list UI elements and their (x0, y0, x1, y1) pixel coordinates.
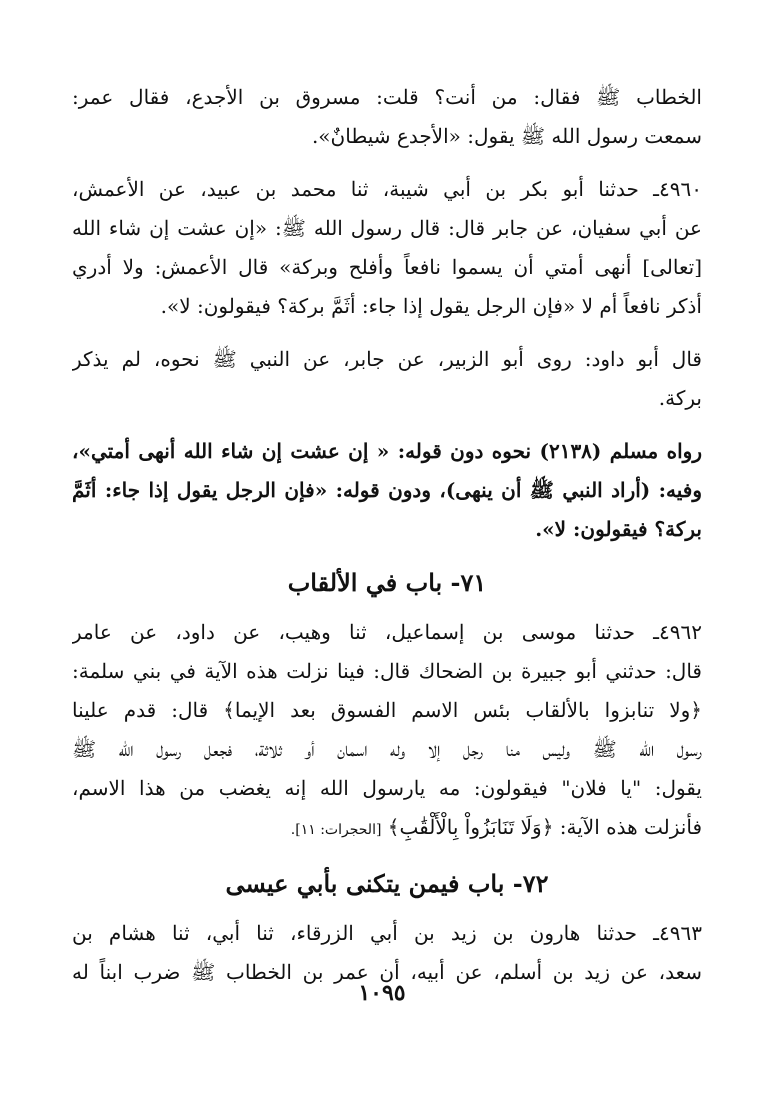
verse-text: فأنزلت هذه الآية: ﴿وَلَا تَنَابَزُواْ بِالْأَلْقَٰبِ﴾ (387, 815, 702, 839)
text-line: ٤٩٦٢ـ حدثنا موسى بن إسماعيل، ثنا وهيب، عن داود، عن عامر (72, 620, 702, 644)
text-line: وفيه: (أراد النبي ﷺ أن ينهى)، ودون قوله: «فإن الرجل يقول إذا جاء: أثَمَّ (72, 478, 702, 502)
text-line: ٤٩٦٠ـ حدثنا أبو بكر بن أبي شيبة، ثنا محمد بن عبيد، عن الأعمش، (72, 177, 702, 201)
text-line: عن أبي سفيان، عن جابر قال: قال رسول الله ﷺ: «إن عشت إن شاء الله (72, 216, 702, 240)
paragraph-intro (72, 78, 702, 156)
text-line: ٤٩٦٣ـ حدثنا هارون بن زيد بن أبي الزرقاء، ثنا أبي، ثنا هشام بن (72, 921, 702, 945)
text-line: بركة؟ فيقولون: لا». (535, 517, 702, 541)
text-line: [تعالى] أنهى أمتي أن يسموا نافعاً وأفلح وبركة» قال الأعمش: ولا أدري (72, 255, 702, 279)
hadith-4962 (72, 613, 702, 850)
text-line: سعد، عن زيد بن أسلم، عن أبيه، أن عمر بن الخطاب ﷺ ضرب ابناً له (72, 960, 702, 984)
text-line: ﴿ولا تنابزوا بالألقاب بئس الاسم الفسوق بعد الإيما﴾ قال: قدم علينا (72, 698, 702, 722)
quran-reference: [الحجرات: ١١]. (290, 822, 382, 838)
hadith-4960 (72, 170, 702, 326)
text-line: سمعت رسول الله ﷺ يقول: «الأجدع شيطانٌ». (311, 124, 702, 148)
text-line: بركة. (658, 386, 702, 410)
chapter-heading-72: ٧٢- باب فيمن يتكنى بأبي عيسى (225, 869, 549, 898)
text-line: يقول: "يا فلان" فيقولون: مه يارسول الله إنه يغضب من هذا الاسم، (72, 776, 702, 800)
text-line: قال: حدثني أبو جبيرة بن الضحاك قال: فينا نزلت هذه الآية في بني سلمة: (72, 659, 702, 683)
text-line: أذكر نافعاً أم لا «فإن الرجل يقول إذا جاء: أثَمَّ بركة؟ فيقولون: لا». (160, 294, 702, 318)
page-number: ١٠٩٥ (358, 980, 406, 1006)
text-line: الخطاب ﷺ فقال: من أنت؟ قلت: مسروق بن الأجدع، فقال عمر: (72, 85, 702, 109)
text-line-with-reference (72, 808, 702, 850)
chapter-heading-71: ٧١- باب في الألقاب (287, 568, 487, 597)
text-line: رواه مسلم (٢١٣٨) نحوه دون قوله: « إن عشت إن شاء الله أنهى أمتي»، (72, 439, 702, 463)
takhrij-note (72, 432, 702, 549)
text-line: رسول الله ﷺ وليس منا رجل إلا وله اسمان أو ثلاثة، فجعل رسول الله ﷺ (72, 737, 702, 761)
text-line: قال أبو داود: روى أبو الزبير، عن جابر، عن النبي ﷺ نحوه، لم يذكر (72, 347, 702, 371)
abu-dawud-note (72, 340, 702, 418)
